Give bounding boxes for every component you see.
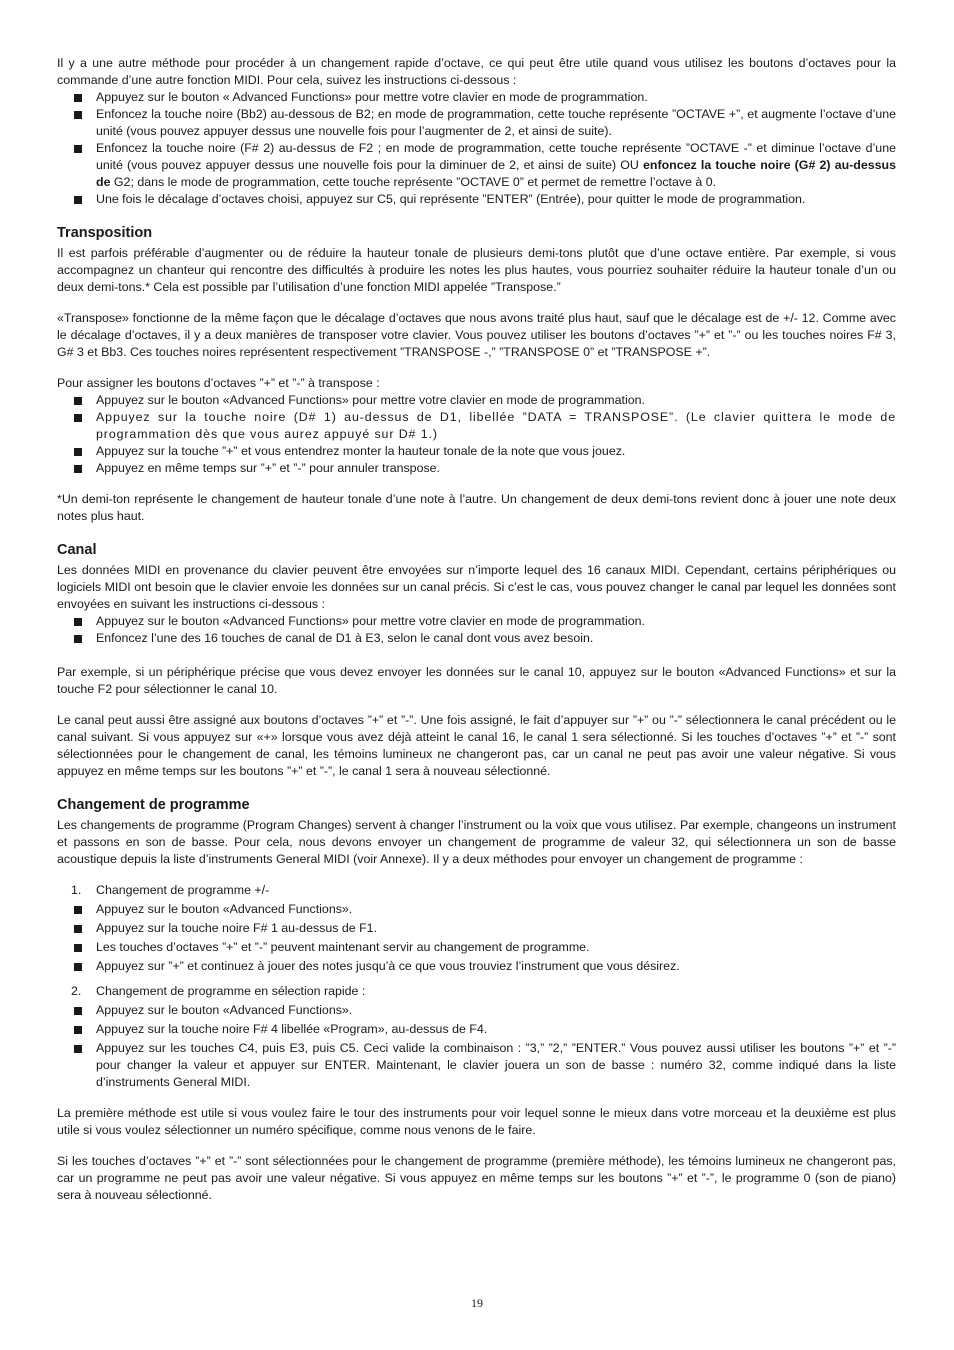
list-item: Appuyez sur le bouton «Advanced Functions».: [57, 901, 896, 918]
list-item: Une fois le décalage d’octaves choisi, appuyez sur C5, qui représente ”ENTER” (Entrée), pour quitter le mode de programmation.: [57, 191, 896, 208]
list-item: Appuyez sur la touche noire F# 1 au-dessus de F1.: [57, 920, 896, 937]
paragraph: Les changements de programme (Program Changes) servent à changer l’instrument ou la voix que vous utilisez. Par exemple, changeons un instrument et passons en son de basse. Pour cela, nous devons envoyer un changement de programme de valeur 32, qui sélectionnera un son de basse acoustique depuis la liste d’instruments General MIDI (voir Annexe). Il y a deux méthodes pour envoyer un changement de programme :: [57, 818, 896, 866]
canal-list: [57, 613, 896, 647]
transpose-list: [57, 392, 896, 477]
intro-list: [57, 89, 896, 208]
list-item: Les touches d’octaves ”+” et ”-” peuvent maintenant servir au changement de programme.: [57, 939, 896, 956]
item-title: Changement de programme +/-: [96, 883, 270, 897]
section-heading-programme: Changement de programme: [57, 797, 250, 813]
list-item: Appuyez sur la touche noire F# 4 libellée «Program», au-dessus de F4.: [57, 1021, 896, 1038]
paragraph: Si les touches d’octaves ”+” et ”-” sont sélectionnées pour le changement de programme (première méthode), les témoins lumineux ne changeront pas, car un programme ne peut pas avoir une valeur négative. Si vous appuyez en même temps sur les boutons ”+” et ”-”, le programme 0 (son de piano) sera à nouveau sélectionné.: [57, 1154, 896, 1202]
numbered-item: [57, 882, 896, 899]
method1-list: [57, 901, 896, 975]
method2-list: [57, 1002, 896, 1091]
item-number: 2.: [71, 984, 82, 998]
list-item: Appuyez sur ”+” et continuez à jouer des notes jusqu’à ce que vous trouviez l’instrument que vous désirez.: [57, 958, 896, 975]
list-item: Appuyez sur le bouton «Advanced Functions» pour mettre votre clavier en mode de programmation.: [57, 613, 896, 630]
paragraph: Le canal peut aussi être assigné aux boutons d’octaves ”+” et ”-”. Une fois assigné, le fait d’appuyer sur ”+” ou ”-” sélectionnera le canal précédent ou le canal suivant. Si vous appuyez sur «+» lorsque vous avez déjà atteint le canal 16, le canal 1 sera sélectionné. Si les touches d’octaves ”+” et ”-” sont sélectionnées pour le changement de canal, les témoins lumineux ne changeront pas, car un canal ne peut pas avoir une valeur négative. Si vous appuyez en même temps sur les boutons ”+” et ”-”, le canal 1 sera à nouveau sélectionné.: [57, 713, 896, 778]
list-item: Appuyez sur le bouton « Advanced Functions» pour mettre votre clavier en mode de programmation.: [57, 89, 896, 106]
list-item: Appuyez sur la touche ”+” et vous entendrez monter la hauteur tonale de la note que vous jouez.: [57, 443, 896, 460]
intro-paragraph: Il y a une autre méthode pour procéder à un changement rapide d’octave, ce qui peut être utile quand vous utilisez les boutons d’octaves pour la commande d’une autre fonction MIDI. Pour cela, suivez les instructions ci-dessous :: [57, 56, 896, 87]
paragraph: «Transpose» fonctionne de la même façon que le décalage d’octaves que nous avons traité plus haut, sauf que le décalage est de +/- 12. Comme avec le décalage d’octaves, il y a deux manières de transposer votre clavier. Vous pouvez utiliser les boutons d’octaves ”+” et ”-” ou les touches noires F# 3, G# 3 et Bb3. Ces touches noires représentent respectivement ”TRANSPOSE -,” ”TRANSPOSE 0” et ”TRANSPOSE +”.: [57, 311, 896, 359]
numbered-item: [57, 983, 896, 1000]
list-item: Appuyez sur la touche noire (D# 1) au-dessus de D1, libellée ”DATA = TRANSPOSE”. (Le clavier quittera le mode de programmation dès que vous aurez appuyé sur D# 1.): [57, 409, 896, 443]
list-item-bold-text: enfoncez la touche noire (G# 2) au-dessus de: [96, 158, 896, 189]
item-title: Changement de programme en sélection rapide :: [96, 984, 366, 998]
list-item: Appuyez sur le bouton «Advanced Functions» pour mettre votre clavier en mode de programmation.: [57, 392, 896, 409]
list-item: Enfoncez la touche noire (Bb2) au-dessous de B2; en mode de programmation, cette touche représente ”OCTAVE +”, et augmente l’octave d’une unité (vous pouvez appuyer dessus une nouvelle fois pour l’augmenter de 2, et ainsi de suite).: [57, 106, 896, 140]
footnote: *Un demi-ton représente le changement de hauteur tonale d’une note à l’autre. Un changement de deux demi-tons revient donc à jouer une note deux notes plus haut.: [57, 492, 896, 523]
paragraph: Il est parfois préférable d’augmenter ou de réduire la hauteur tonale de plusieurs demi-tons plutôt que d’une octave entière. Par exemple, si vous accompagnez un chanteur qui rencontre des difficultés à produire les notes les plus hautes, vous pourriez souhaiter réduire la hauteur tonale d’un ou deux demi-tons.* Cela est possible par l’utilisation d’une fonction MIDI appelée ”Transpose.”: [57, 246, 896, 294]
document-body: [57, 55, 896, 1204]
list-item: Enfoncez l’une des 16 touches de canal de D1 à E3, selon le canal dont vous avez besoin.: [57, 630, 896, 647]
section-heading-transposition: Transposition: [57, 225, 153, 241]
section-heading-canal: Canal: [57, 542, 97, 558]
paragraph: La première méthode est utile si vous voulez faire le tour des instruments pour voir lequel sonne le mieux dans votre morceau et la deuxième est plus utile si vous voulez sélectionner un numéro spécifique, comme nous venons de le faire.: [57, 1106, 896, 1137]
paragraph: Les données MIDI en provenance du clavier peuvent être envoyées sur n’importe lequel des 16 canaux MIDI. Cependant, certains périphériques ou logiciels MIDI ont besoin que le clavier envoie les données sur un canal précis. Si c’est le cas, vous pouvez changer le canal par lequel les données sont envoyées en suivant les instructions ci-dessous :: [57, 563, 896, 611]
list-item: Appuyez sur le bouton «Advanced Functions».: [57, 1002, 896, 1019]
list-item-text: Enfoncez la touche noire (F# 2) au-dessus de F2 ; en mode de programmation, cette touche représente ”OCTAVE -” et diminue l’octave d’une unité (vous pouvez appuyer dessus une nouvelle fois pour la diminuer de 2, et ainsi de suite) OU: [96, 141, 896, 172]
paragraph: Par exemple, si un périphérique précise que vous devez envoyer les données sur le canal 10, appuyez sur le bouton «Advanced Functions» et sur la touche F2 pour sélectionner le canal 10.: [57, 665, 896, 696]
list-item: Appuyez sur les touches C4, puis E3, puis C5. Ceci valide la combinaison : ”3,” ”2,” ”ENTER.” Vous pouvez aussi utiliser les boutons ”+” et ”-” pour changer la valeur et appuyer sur ENTER. Maintenant, le clavier jouera un son de basse : numéro 32, comme indiqué dans la liste d’instruments General MIDI.: [57, 1040, 896, 1091]
page-number: 19: [471, 1296, 483, 1310]
list-item: [57, 140, 896, 191]
list-item-text: G2; dans le mode de programmation, cette touche représente ”OCTAVE 0” et permet de remettre l’octave à 0.: [110, 175, 717, 189]
list-item: Appuyez en même temps sur ”+” et ”-” pour annuler transpose.: [57, 460, 896, 477]
paragraph: Pour assigner les boutons d’octaves ”+” et ”-” à transpose :: [57, 376, 380, 390]
item-number: 1.: [71, 883, 82, 897]
